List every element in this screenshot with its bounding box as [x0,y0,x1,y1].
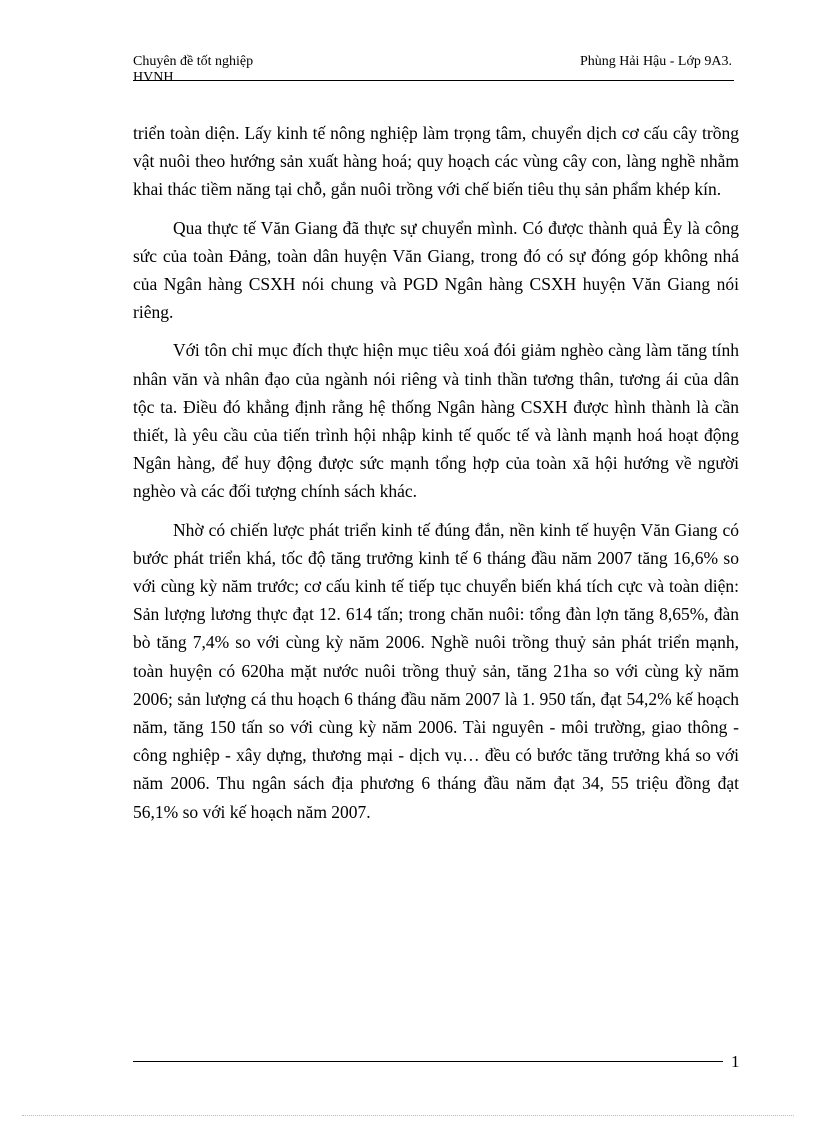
paragraph-4: Nhờ có chiến lược phát triển kinh tế đúng đắn, nền kinh tế huyện Văn Giang có bước phát triển khá, tốc độ tăng trưởng kinh tế 6 tháng đầu năm 2007 tăng 16,6% so với cùng kỳ năm trước; cơ cấu kinh tế tiếp tục chuyển biến khá tích cực và toàn diện: Sản lượng lương thực đạt 12. 614 tấn; trong chăn nuôi: tổng đàn lợn tăng 8,65%, đàn bò tăng 7,4% so với cùng kỳ năm 2006. Nghề nuôi trồng thuỷ sản phát triển mạnh, toàn huyện có 620ha mặt nước nuôi trồng thuỷ sản, tăng 21ha so với cùng kỳ năm 2006; sản lượng cá thu hoạch 6 tháng đầu năm 2007 là 1. 950 tấn, đạt 54,2% kế hoạch năm, tăng 150 tấn so với cùng kỳ năm 2006. Tài nguyên - môi trường, giao thông - công nghiệp - xây dựng, thương mại - dịch vụ… đều có bước tăng trưởng khá so với năm 2006. Thu ngân sách địa phương 6 tháng đầu năm đạt 34, 55 triệu đồng đạt 56,1% so với kế hoạch năm 2007. [133,519,739,822]
paragraph-1: triển toàn diện. Lấy kinh tế nông nghiệp làm trọng tâm, chuyển dịch cơ cấu cây trồng vật nuôi theo hướng sản xuất hàng hoá; quy hoạch các vùng cây con, làng nghề nhằm khai thác tiềm năng tại chỗ, gắn nuôi trồng với chế biến tiêu thụ sản phẩm khép kín. [133,123,739,200]
header-document-type: Chuyên đề tốt nghiệp [133,54,254,69]
header-author: Phùng Hải Hậu - Lớp 9A3. [579,54,732,69]
paragraph-2: Qua thực tế Văn Giang đã thực sự chuyển mình. Có được thành quả Êy là công sức của toàn Đảng, toàn dân huyện Văn Giang, trong đó có sự đóng góp không nhá của Ngân hàng CSXH nói chung và PGD Ngân hàng CSXH huyện Văn Giang nói riêng. [133,217,739,323]
paragraph-3: Với tôn chỉ mục đích thực hiện mục tiêu xoá đói giảm nghèo càng làm tăng tính nhân văn và nhân đạo của ngành nói riêng và tinh thần tương thân, tương ái của dân tộc ta. Điều đó khẳng định rằng hệ thống Ngân hàng CSXH được hình thành là cần thiết, là yêu cầu của tiến trình hội nhập kinh tế quốc tế và lành mạnh hoá hoạt động Ngân hàng, để huy động được sức mạnh tổng hợp của toàn xã hội hướng về người nghèo và các đối tượng chính sách khác. [133,340,739,502]
footer-rule [133,1061,723,1062]
page-number: 1 [731,1052,740,1071]
header-rule [133,80,734,81]
page-bottom-edge [22,1115,794,1116]
header-institution: HVNH [133,70,174,85]
document-body [133,119,739,836]
